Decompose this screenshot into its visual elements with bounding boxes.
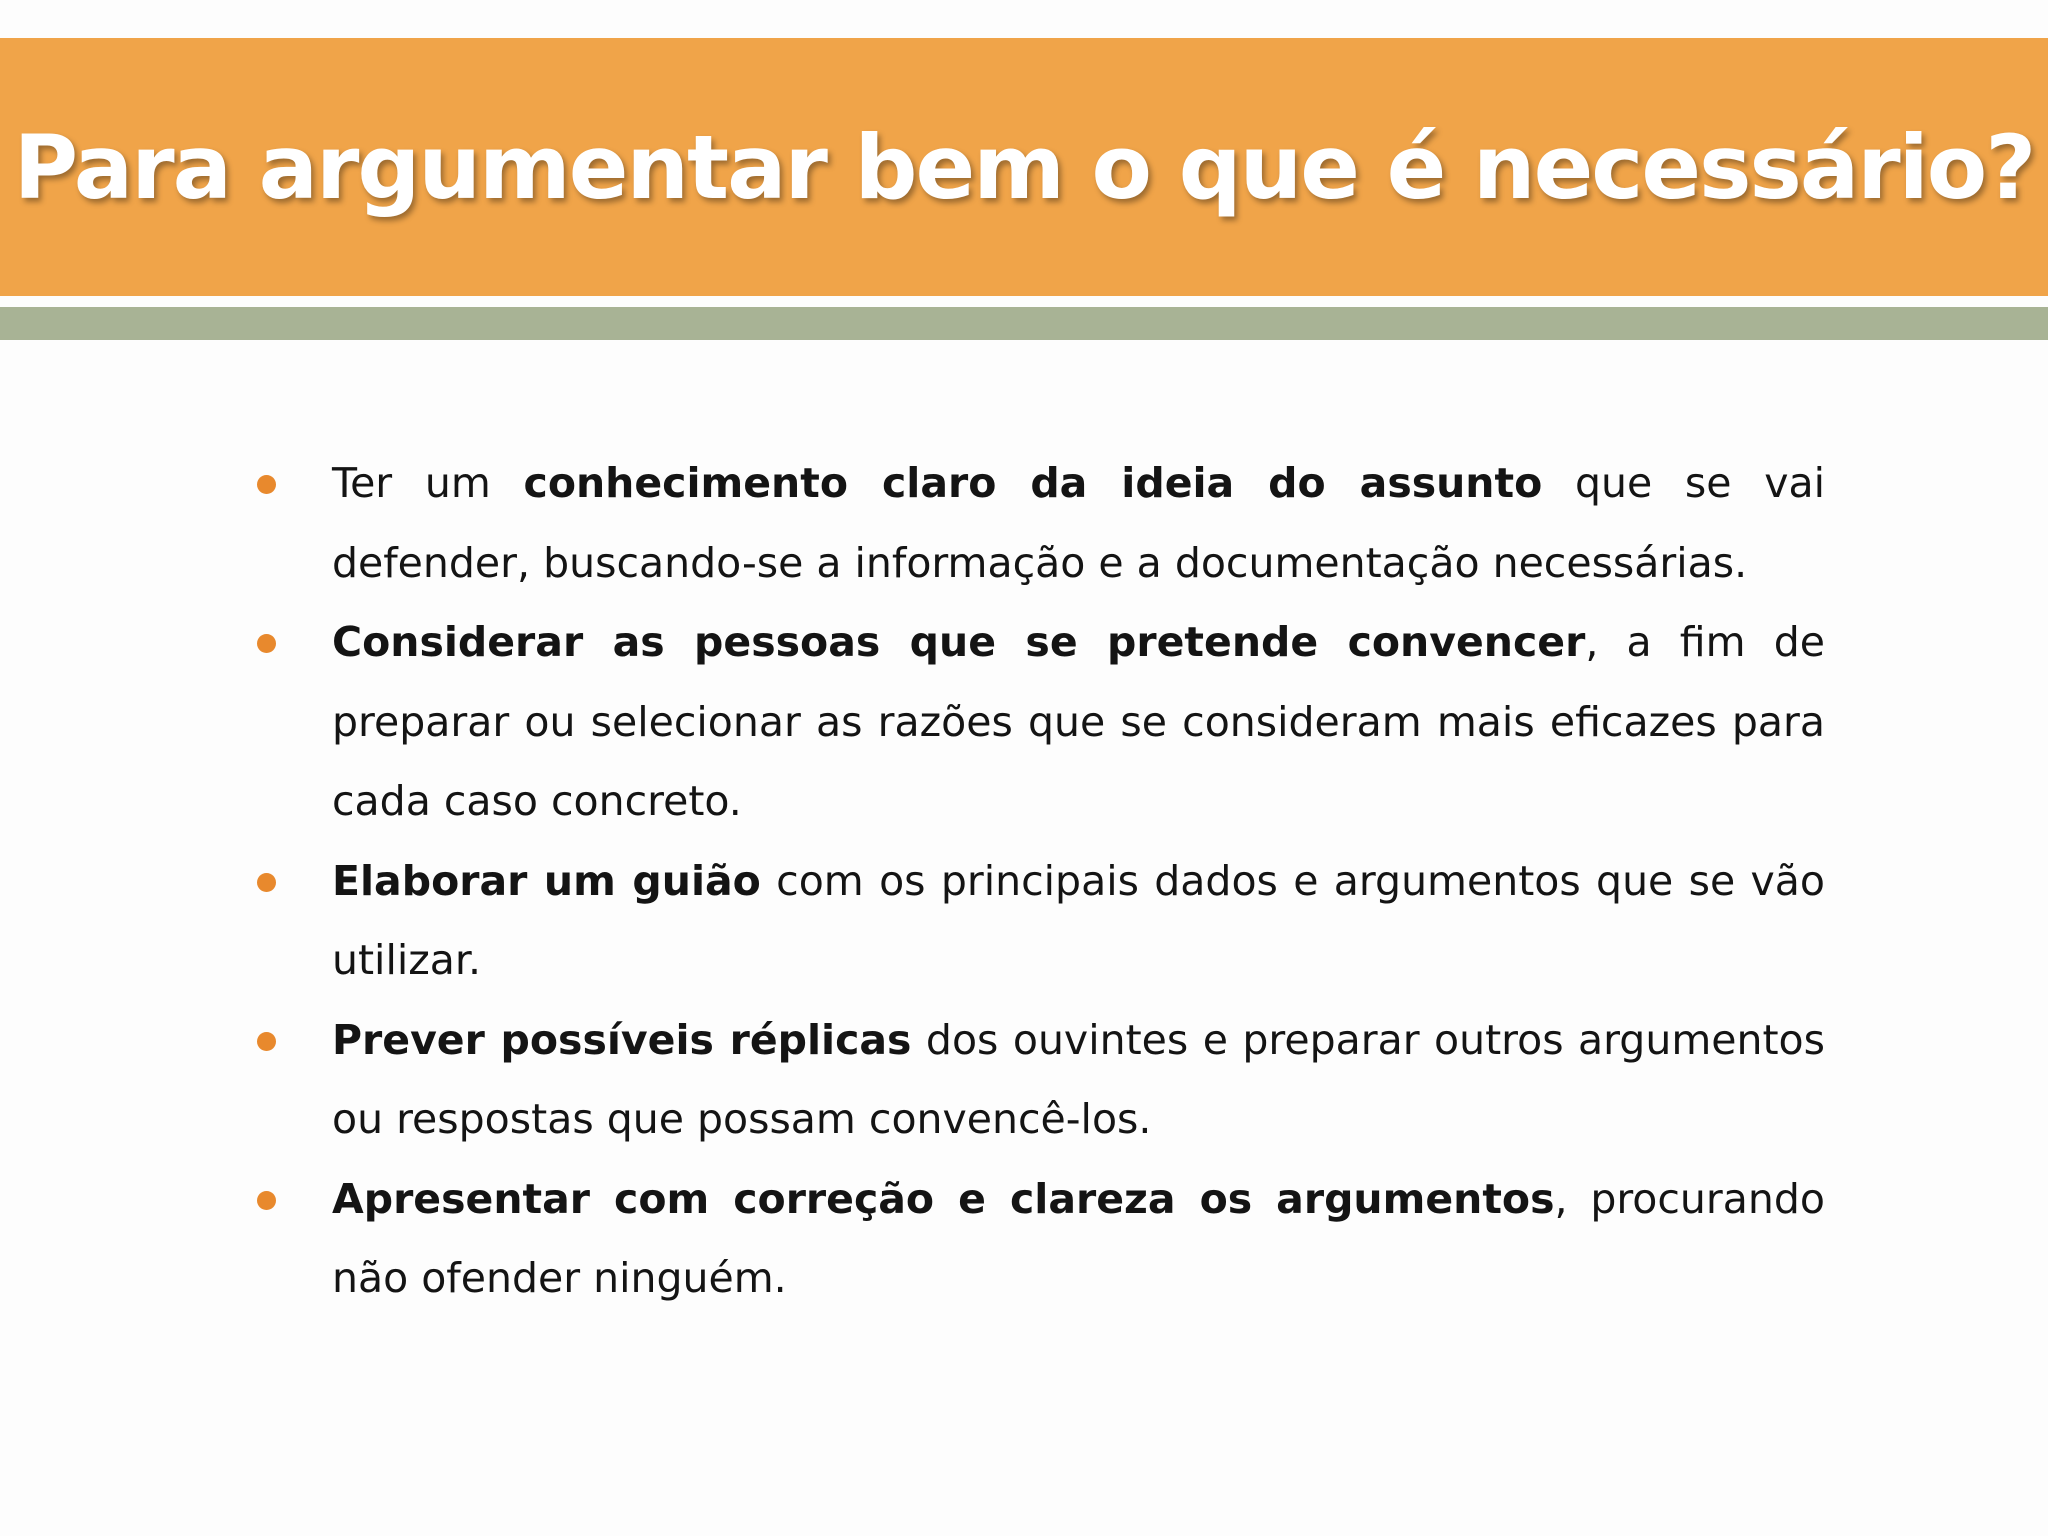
bullet-text-after: que se vai defender, buscando-se a informação e a documentação necessárias. xyxy=(332,459,1825,587)
title-band xyxy=(0,38,2048,296)
accent-band xyxy=(0,307,2048,340)
bullet-dot-icon xyxy=(257,1191,276,1210)
bullet-item xyxy=(250,842,1825,1001)
bullet-text-after: , a fim de preparar ou selecionar as razões que se consideram mais eficazes para cada caso concreto. xyxy=(332,618,1825,825)
bullet-item xyxy=(250,603,1825,842)
bullet-text-bold: conhecimento claro da ideia do assunto xyxy=(523,459,1543,507)
slide-content xyxy=(250,444,1825,1319)
bullet-item xyxy=(250,1001,1825,1160)
bullet-text-bold: Considerar as pessoas que se pretende convencer xyxy=(332,618,1586,666)
bullet-text-after: dos ouvintes e preparar outros argumentos ou respostas que possam convencê-los. xyxy=(332,1015,1825,1143)
bullet-list xyxy=(250,444,1825,1319)
bullet-text-bold: Elaborar um guião xyxy=(332,856,761,905)
bullet-dot-icon xyxy=(257,1032,276,1051)
bullet-dot-icon xyxy=(257,634,276,653)
bullet-text-after: , procurando não ofender ninguém. xyxy=(332,1174,1825,1302)
bullet-text-bold: Apresentar com correção e clareza os argumentos xyxy=(332,1174,1555,1223)
bullet-text-after: com os principais dados e argumentos que se vão utilizar. xyxy=(332,856,1826,984)
bullet-dot-icon xyxy=(257,873,276,892)
bullet-item xyxy=(250,444,1825,603)
bullet-item xyxy=(250,1160,1825,1319)
slide-title: Para argumentar bem o que é necessário? xyxy=(13,115,2035,219)
bullet-text-bold: Prever possíveis réplicas xyxy=(332,1015,912,1064)
bullet-dot-icon xyxy=(257,475,276,494)
bullet-text-before: Ter um xyxy=(332,459,524,507)
